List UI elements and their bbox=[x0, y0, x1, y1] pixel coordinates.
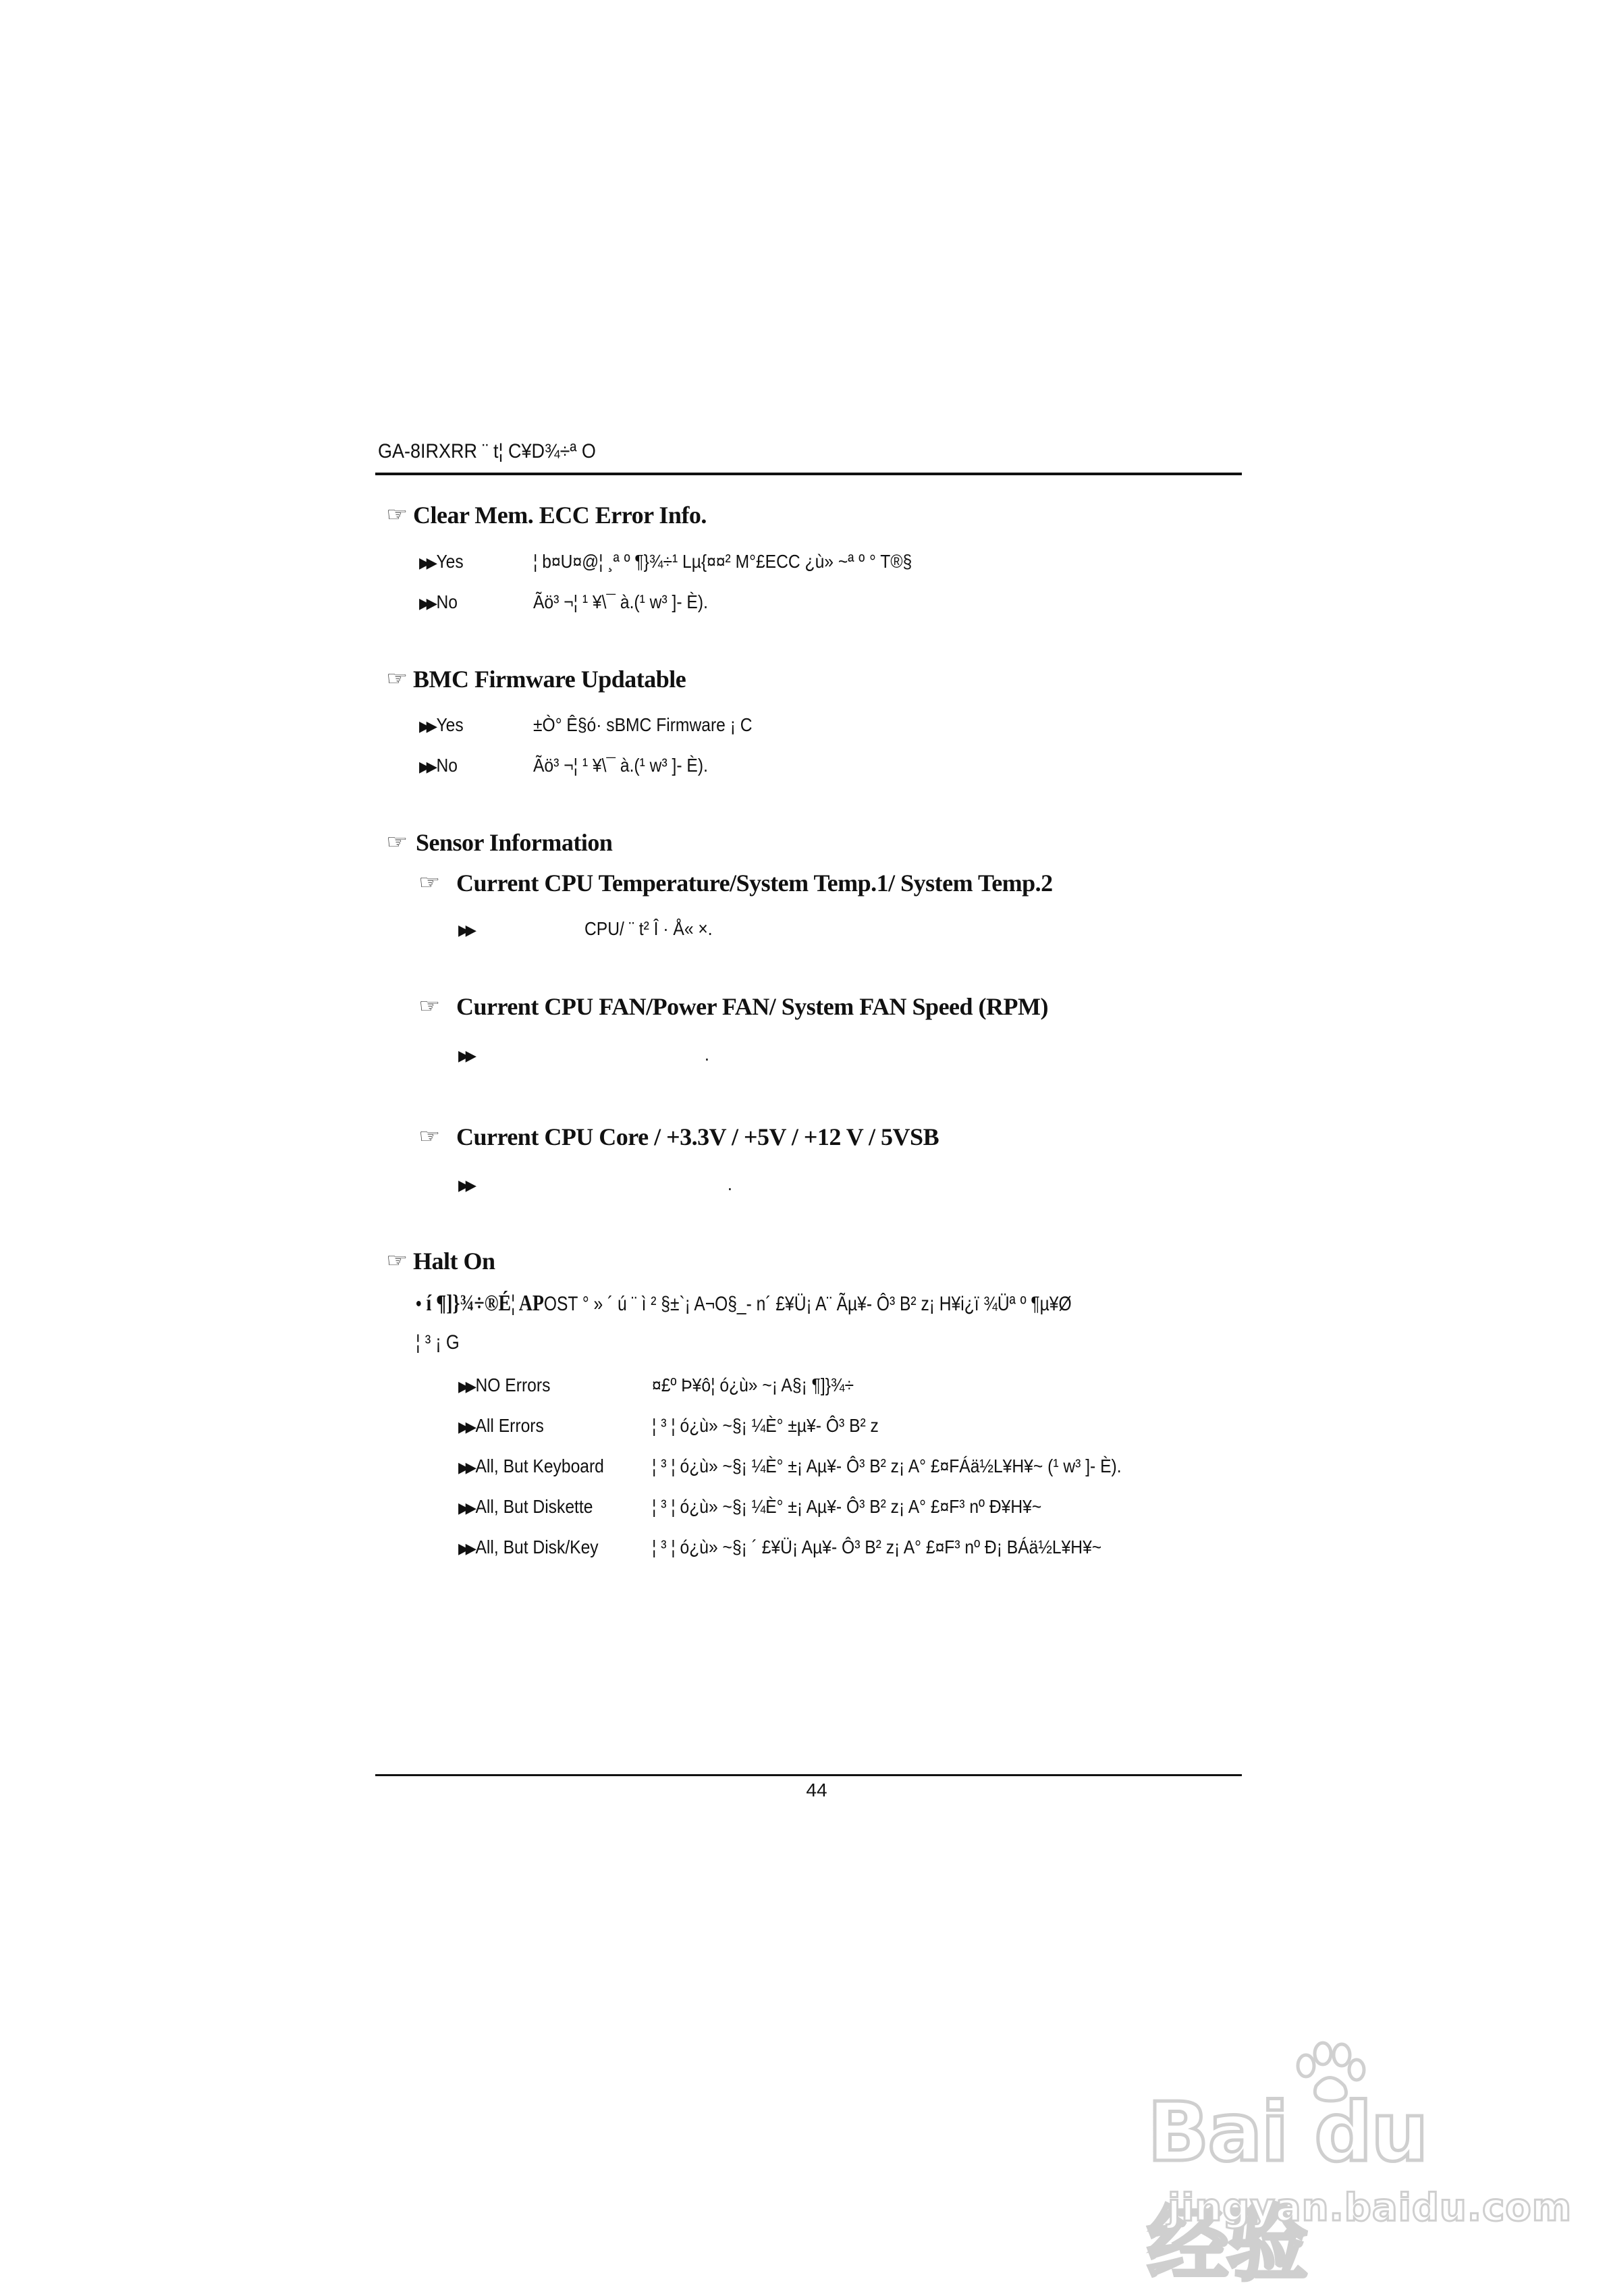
pointing-hand-icon: ☞ bbox=[418, 872, 441, 894]
section-title-sensor-info: Sensor Information bbox=[416, 829, 613, 856]
option-yes: ▶▶ Yes bbox=[419, 551, 464, 572]
double-arrow-icon: ▶▶ bbox=[458, 922, 473, 938]
halt-on-description-cont: ¦ ³ ¡ G bbox=[416, 1331, 460, 1354]
subsection-arrow bbox=[459, 1044, 476, 1065]
option-desc: Ãö³ ¬¦ ¹ ¥\¯ à.(¹ w³ ]- È). bbox=[533, 755, 708, 776]
pointing-hand-icon: ☞ bbox=[386, 1250, 408, 1272]
double-arrow-icon: ▶▶ bbox=[458, 1047, 473, 1064]
double-arrow-icon: ▶▶ bbox=[458, 1459, 473, 1476]
double-arrow-icon: ▶▶ bbox=[458, 1378, 473, 1395]
subsection-desc: . bbox=[728, 1173, 732, 1194]
pointing-hand-icon: ☞ bbox=[418, 995, 441, 1017]
option-no-errors: ▶▶ NO Errors bbox=[458, 1374, 551, 1395]
pointing-hand-icon: ☞ bbox=[386, 831, 408, 853]
section-title-bmc-firmware: BMC Firmware Updatable bbox=[413, 666, 686, 693]
option-no: ▶▶ No bbox=[419, 755, 458, 776]
section-title-clear-mem: Clear Mem. ECC Error Info. bbox=[413, 502, 707, 529]
option-desc: ¤£º Þ¥ô¦ ó¿ù» ~¡ A§¡ ¶]}¾÷ bbox=[652, 1374, 854, 1395]
baidu-jingyan-watermark bbox=[1147, 2086, 1573, 2292]
subsection-arrow bbox=[459, 1173, 476, 1195]
option-all-but-diskette: ▶▶ All, But Diskette bbox=[458, 1496, 593, 1517]
option-desc: ±Ò° Ê§ó· sBMC Firmware ¡ C bbox=[533, 714, 753, 735]
option-desc: ¦ ³ ¦ ó¿ù» ~§¡ ¼È° ±¡ Aµ¥- Ô³ B² z¡ A° £¤F³ nº Ð¥H¥~ bbox=[652, 1496, 1042, 1517]
option-no: ▶▶ No bbox=[419, 591, 458, 612]
option-desc: ¦ b¤U¤@¦ ¸ª º ¶}¾÷¹ Lµ{¤¤² M°£ECC ¿ù» ~ª º ° T®§ bbox=[533, 551, 912, 572]
subsection-title-voltage: Current CPU Core / +3.3V / +5V / +12 V / 5VSB bbox=[456, 1123, 939, 1150]
double-arrow-icon: ▶▶ bbox=[458, 1499, 473, 1516]
double-arrow-icon: ▶▶ bbox=[419, 595, 434, 612]
running-header: GA-8IRXRR ¨ t¦ C¥D¾÷ª O bbox=[378, 440, 596, 462]
subsection-title-cpu-temp: Current CPU Temperature/System Temp.1/ System Temp.2 bbox=[456, 870, 1053, 897]
option-all-errors: ▶▶ All Errors bbox=[458, 1415, 544, 1436]
page-number: 44 bbox=[806, 1780, 827, 1800]
footer-rule bbox=[375, 1774, 1242, 1776]
option-all-but-disk-key: ▶▶ All, But Disk/Key bbox=[458, 1537, 599, 1557]
option-desc: ¦ ³ ¦ ó¿ù» ~§¡ ¼È° ±µ¥- Ô³ B² z bbox=[652, 1415, 879, 1436]
double-arrow-icon: ▶▶ bbox=[419, 758, 434, 775]
pointing-hand-icon: ☞ bbox=[418, 1125, 441, 1148]
bullet: • bbox=[416, 1293, 427, 1315]
subsection-title-fan-speed: Current CPU FAN/Power FAN/ System FAN Speed (RPM) bbox=[456, 993, 1048, 1020]
subsection-desc: . bbox=[705, 1044, 709, 1065]
watermark-main-text: Bai du 经验 bbox=[1147, 2086, 1427, 2292]
double-arrow-icon: ▶▶ bbox=[419, 554, 434, 571]
double-arrow-icon: ▶▶ bbox=[458, 1418, 473, 1435]
pointing-hand-icon: ☞ bbox=[386, 668, 408, 690]
pointing-hand-icon: ☞ bbox=[386, 504, 408, 526]
double-arrow-icon: ▶▶ bbox=[458, 1177, 473, 1194]
subsection-desc: CPU/ ¨ t² Î · Å« ×. bbox=[584, 918, 713, 939]
section-title-halt-on: Halt On bbox=[413, 1248, 495, 1275]
watermark-url: jingyan.baidu.com bbox=[1168, 2186, 1573, 2230]
double-arrow-icon: ▶▶ bbox=[458, 1540, 473, 1557]
double-arrow-icon: ▶▶ bbox=[419, 718, 434, 735]
halt-on-description: • í ¶]}¾÷®É¦ APOST ° » ´ ú ¨ ì ² §±`¡ A¬O§_- n´ £¥Ü¡ A¨ Ãµ¥- Ô³ B² z¡ H¥i¿ï ¾Üª º ¶µ¥Ø bbox=[416, 1291, 1072, 1316]
option-desc: Ãö³ ¬¦ ¹ ¥\¯ à.(¹ w³ ]- È). bbox=[533, 591, 708, 612]
option-desc: ¦ ³ ¦ ó¿ù» ~§¡ ¼È° ±¡ Aµ¥- Ô³ B² z¡ A° £¤FÁä½L¥H¥~ (¹ w³ ]- È). bbox=[652, 1456, 1122, 1476]
option-desc: ¦ ³ ¦ ó¿ù» ~§¡ ´ £¥Ü¡ Aµ¥- Ô³ B² z¡ A° £¤F³ nº Ð¡ BÁä½L¥H¥~ bbox=[652, 1537, 1102, 1557]
header-rule bbox=[375, 473, 1242, 475]
option-yes: ▶▶ Yes bbox=[419, 714, 464, 735]
subsection-arrow bbox=[459, 918, 476, 940]
option-all-but-keyboard: ▶▶ All, But Keyboard bbox=[458, 1456, 604, 1476]
